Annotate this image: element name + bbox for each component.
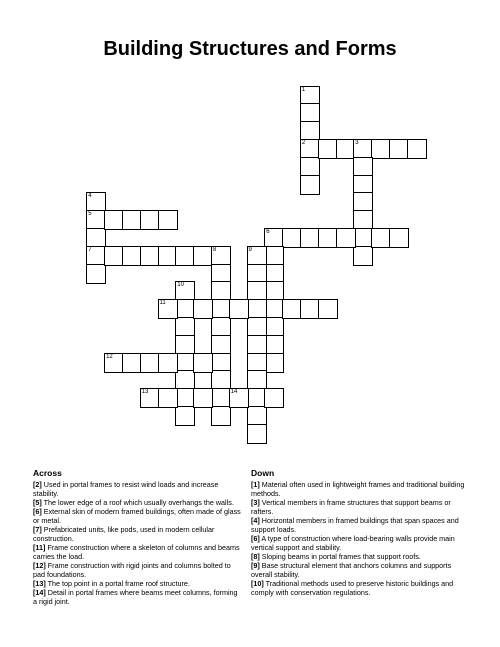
grid-cell[interactable] xyxy=(86,264,106,284)
clue-label: [7] xyxy=(33,525,42,534)
down-clue xyxy=(251,480,466,498)
clue-number: 2 xyxy=(301,139,306,146)
clue-number: 3 xyxy=(355,139,359,146)
grid-cell[interactable] xyxy=(300,175,320,195)
clue-text: Base structural element that anchors columns and supports overall stability. xyxy=(251,561,452,579)
across-clue xyxy=(33,579,243,588)
grid-cell[interactable] xyxy=(158,299,178,319)
down-heading: Down xyxy=(251,468,275,478)
grid-cell[interactable] xyxy=(158,353,178,373)
grid-cell[interactable] xyxy=(229,299,249,319)
grid-cell[interactable] xyxy=(175,406,195,426)
down-clues xyxy=(251,468,466,597)
clue-label: [9] xyxy=(251,561,260,570)
grid-cell[interactable] xyxy=(229,388,249,408)
clue-text: Horizontal members in framed buildings that span spaces and support loads. xyxy=(251,516,459,534)
clue-text: Frame construction with rigid joints and columns bolted to pad foundations. xyxy=(33,561,231,579)
clue-text: Detail in portal frames where beams meet columns, forming a rigid joint. xyxy=(33,588,238,606)
across-clue xyxy=(33,561,243,579)
clue-text: Sloping beams in portal frames that support roofs. xyxy=(259,552,421,561)
clue-number: 13 xyxy=(141,389,149,396)
grid-cell[interactable] xyxy=(318,299,338,319)
clue-number: 6 xyxy=(266,228,270,235)
clue-text: The lower edge of a roof which usually overhangs the walls. xyxy=(41,498,234,507)
grid-cell[interactable] xyxy=(336,228,356,248)
down-clue xyxy=(251,534,466,552)
clue-label: [6] xyxy=(251,534,260,543)
down-clue xyxy=(251,561,466,579)
clue-text: Traditional methods used to preserve historic buildings and comply with conservation regulations. xyxy=(251,579,454,597)
across-clue xyxy=(33,543,243,561)
clue-number: 14 xyxy=(230,389,238,396)
clue-number: 5 xyxy=(88,211,92,218)
down-clue xyxy=(251,516,466,534)
grid-cell[interactable] xyxy=(193,353,213,373)
clue-text: Used in portal frames to resist wind loads and increase stability. xyxy=(33,480,219,498)
clue-label: [2] xyxy=(33,480,42,489)
clue-text: A type of construction where load-bearing walls provide main vertical support and stability. xyxy=(251,534,455,552)
down-clue-list xyxy=(251,480,466,597)
clue-text: Frame construction where a skeleton of columns and beams carries the load. xyxy=(33,543,240,561)
clue-label: [14] xyxy=(33,588,46,597)
grid-cell[interactable] xyxy=(264,388,284,408)
clue-label: [1] xyxy=(251,480,260,489)
clue-label: [8] xyxy=(251,552,260,561)
clue-text: Material often used in lightweight frames and traditional building methods. xyxy=(251,480,465,498)
clue-number: 11 xyxy=(159,300,166,307)
across-clue-list xyxy=(33,480,243,606)
clue-label: [11] xyxy=(33,543,46,552)
grid-cell[interactable] xyxy=(264,353,284,373)
grid-cell[interactable] xyxy=(193,299,213,319)
grid-cell[interactable] xyxy=(389,228,409,248)
clue-text: External skin of modern framed buildings, often made of glass or metal. xyxy=(33,507,241,525)
down-clue xyxy=(251,579,466,597)
clue-number: 4 xyxy=(88,193,92,200)
clue-text: Prefabricated units, like pods, used in modern cellular construction. xyxy=(33,525,215,543)
clue-label: [10] xyxy=(251,579,264,588)
clue-number: 10 xyxy=(177,282,184,289)
clue-number: 9 xyxy=(248,246,252,253)
clue-number: 7 xyxy=(88,246,92,253)
clue-label: [4] xyxy=(251,516,260,525)
down-clue xyxy=(251,498,466,516)
across-clue xyxy=(33,498,243,507)
clue-number: 8 xyxy=(212,246,217,253)
clue-number: 12 xyxy=(106,353,113,360)
grid-cell[interactable] xyxy=(158,210,178,230)
clue-label: [6] xyxy=(33,507,42,516)
clue-text: The top point in a portal frame roof structure. xyxy=(45,579,190,588)
clue-label: [12] xyxy=(33,561,46,570)
across-clue xyxy=(33,525,243,543)
clue-number: 1 xyxy=(301,86,306,93)
clue-text: Vertical members in frame structures that support beams or rafters. xyxy=(251,498,451,516)
grid-cell[interactable] xyxy=(158,388,178,408)
grid-cell[interactable] xyxy=(211,406,231,426)
across-clue xyxy=(33,507,243,525)
grid-cell[interactable] xyxy=(353,246,373,266)
across-clue xyxy=(33,480,243,498)
grid-cell[interactable] xyxy=(247,424,267,444)
across-clue xyxy=(33,588,243,606)
across-clues xyxy=(33,468,243,606)
page-title: Building Structures and Forms xyxy=(103,38,397,60)
clue-label: [13] xyxy=(33,579,46,588)
across-heading: Across xyxy=(33,468,62,478)
down-clue xyxy=(251,552,466,561)
clue-label: [3] xyxy=(251,498,260,507)
grid-cell[interactable] xyxy=(407,139,427,159)
clue-label: [5] xyxy=(33,498,42,507)
grid-cell[interactable] xyxy=(193,388,213,408)
